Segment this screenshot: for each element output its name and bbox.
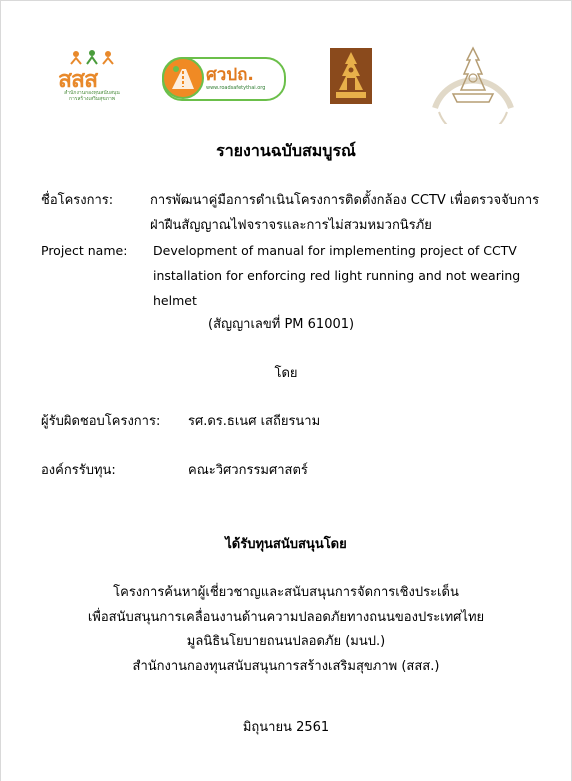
funder-line-4: สำนักงานกองทุนสนับสนุนการสร้างเสริมสุขภาพ (สสส.) xyxy=(132,659,440,674)
project-label: ชื่อโครงการ: xyxy=(41,193,114,208)
document-date: มิถุนายน 2561 xyxy=(242,720,330,735)
document-title: รายงานฉบับสมบูรณ์ xyxy=(216,141,356,160)
thaihealth-logo-caption: สำนักงานกองทุนสนับสนุน การสร้างเสริมสุขภาพ xyxy=(64,90,120,102)
by-heading: โดย xyxy=(274,366,298,381)
road-safety-center-logo xyxy=(162,57,286,101)
road-safety-logo-url: www.roadsafetythai.org xyxy=(206,85,266,91)
kku-emblem-icon xyxy=(330,48,372,104)
project-name-line-1: Development of manual for implementing project of CCTV xyxy=(153,243,517,258)
page-border-top xyxy=(0,0,572,1)
funder-line-3: มูลนิธินโยบายถนนปลอดภัย (มนป.) xyxy=(186,634,386,649)
kku-emblem-logo xyxy=(330,48,372,104)
road-safety-emblem-icon xyxy=(162,57,204,99)
contract-number: (สัญญาเลขที่ PM 61001) xyxy=(208,317,355,332)
funder-line-2: เพื่อสนับสนุนการเคลื่อนงานด้านความปลอดภัยทางถนนของประเทศไทย xyxy=(87,610,485,625)
thaihealth-logo-text: สสส xyxy=(58,67,98,93)
project-name-line-3: helmet xyxy=(153,293,197,308)
responsible-value: รศ.ดร.ธเนศ เสถียรนาม xyxy=(188,414,321,429)
funded-by-heading: ได้รับทุนสนับสนุนโดย xyxy=(225,537,347,552)
organization-label: องค์กรรับทุน: xyxy=(41,463,116,478)
project-title-line-1: การพัฒนาคู่มือการดำเนินโครงการติดตั้งกล้อง CCTV เพื่อตรวจจับการ xyxy=(150,193,540,208)
project-title-line-2: ฝ่าฝืนสัญญาณไฟจราจรและการไม่สวมหมวกนิรภัย xyxy=(150,218,432,233)
responsible-label: ผู้รับผิดชอบโครงการ: xyxy=(41,414,161,429)
organization-value: คณะวิศวกรรมศาสตร์ xyxy=(188,463,308,478)
university-seal-logo xyxy=(425,42,521,124)
road-safety-logo-text: ศวปถ. xyxy=(206,65,254,85)
university-seal-icon xyxy=(425,42,521,124)
project-name-label: Project name: xyxy=(41,243,128,258)
thaihealth-logo xyxy=(56,50,128,112)
project-name-line-2: installation for enforcing red light running and not wearing xyxy=(153,268,521,283)
funder-line-1: โครงการค้นหาผู้เชี่ยวชาญและสนับสนุนการจัดการเชิงประเด็น xyxy=(113,585,459,600)
